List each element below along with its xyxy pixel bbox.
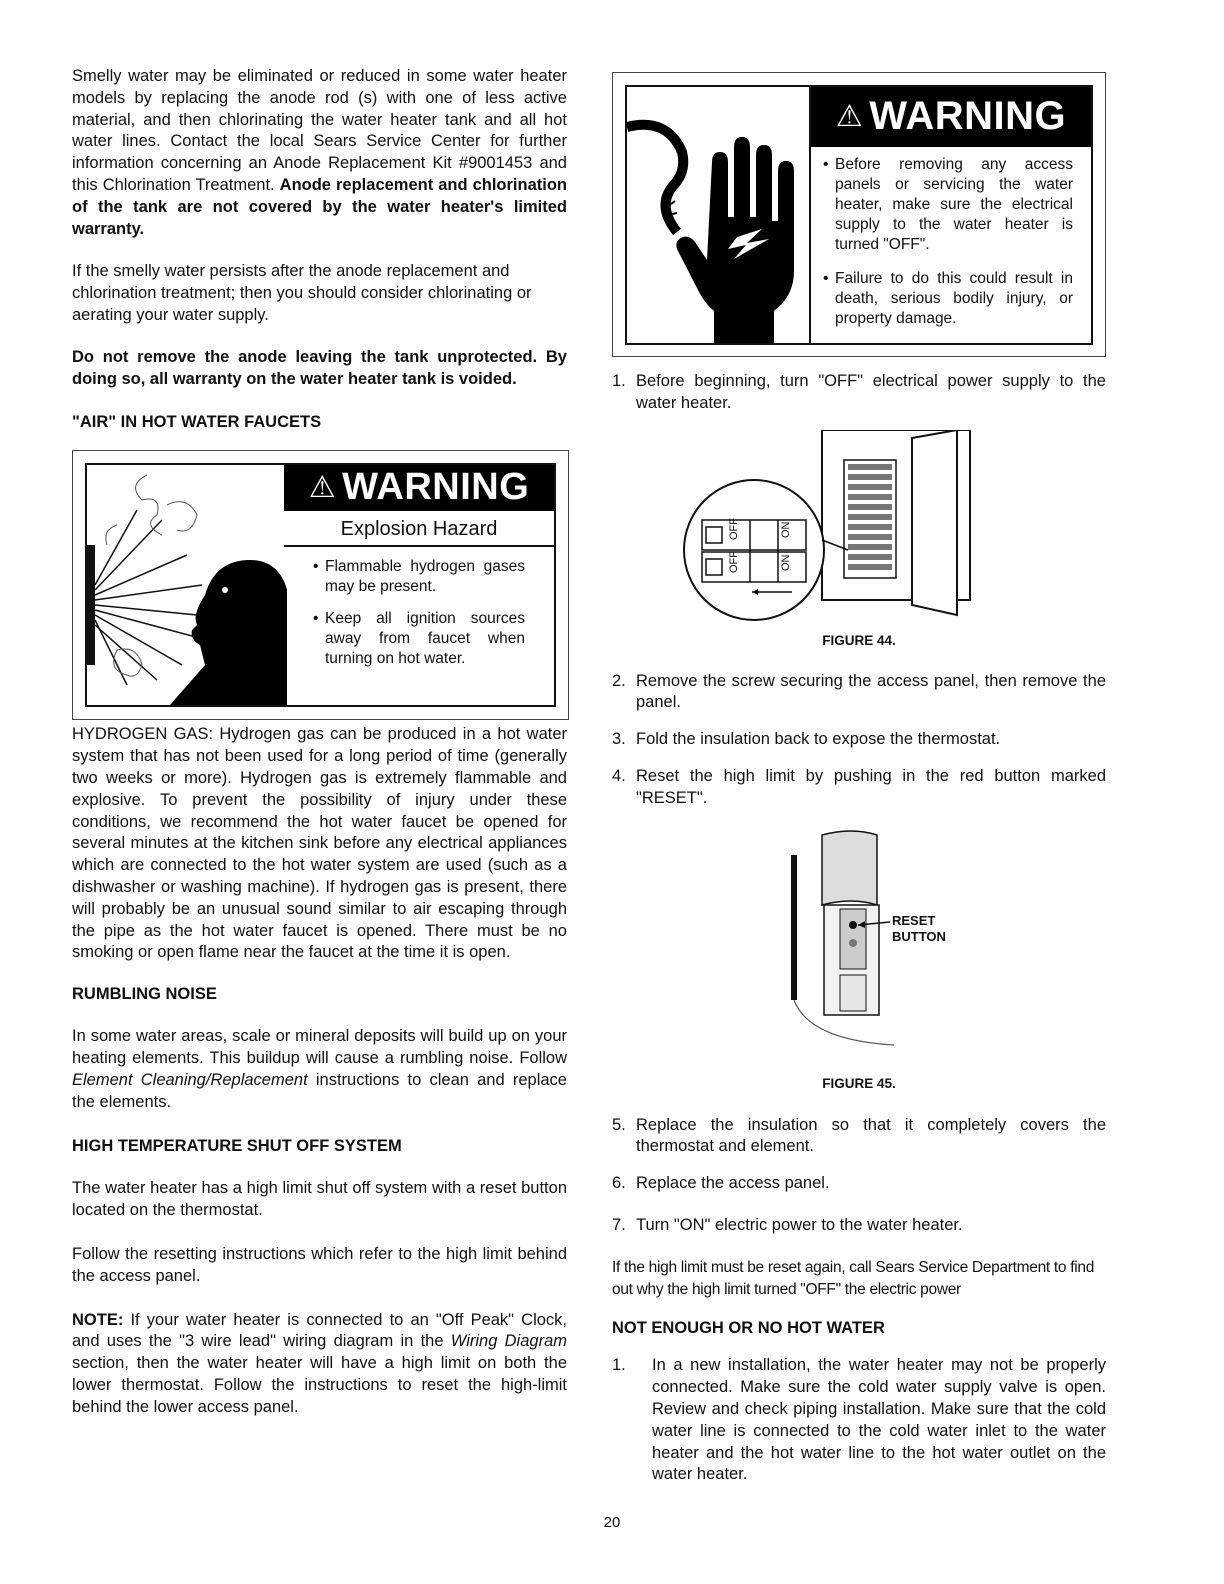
wiring-diagram-reference: Wiring Diagram xyxy=(450,1332,567,1351)
element-cleaning-reference: Element Cleaning/Replacement xyxy=(72,1070,308,1089)
section-heading-air: "AIR" IN HOT WATER FAUCETS xyxy=(72,413,322,432)
section-heading-high-temp: HIGH TEMPERATURE SHUT OFF SYSTEM xyxy=(72,1137,402,1156)
list-item: • Flammable hydrogen gases may be present. xyxy=(313,558,525,596)
list-item: • Before removing any access panels or servicing the water heater, make sure the electrical supply to the water heater is turned "OFF". xyxy=(823,156,1073,253)
not-enough-item-1: 1. In a new installation, the water heater may not be properly connected. Make sure the cold water supply valve is open. Review and check piping installation. Make sure that the cold water line is connected to the cold water inlet to the water heater and the hot water line to the hot water outlet on the water heater. xyxy=(612,1356,1106,1484)
step-6: 6. Replace the access panel. xyxy=(612,1174,830,1193)
warning-triangle-icon: ⚠ xyxy=(835,100,864,134)
explosion-hazard-subtitle: Explosion Hazard xyxy=(284,513,554,547)
breaker-panel-illustration xyxy=(612,430,1106,655)
step-7: 7. Turn "ON" electric power to the water heater. xyxy=(612,1215,963,1234)
warning-triangle-icon: ⚠ xyxy=(308,471,337,505)
explosion-person-icon xyxy=(87,465,287,705)
electric-shock-hand-icon xyxy=(627,87,807,343)
smelly-water-paragraph: If the smelly water persists after the anode replacement and chlorination treatment; then you should consider chlorinating or aerating your water supply. xyxy=(72,262,532,324)
explosion-warning-banner: ⚠ WARNING xyxy=(284,465,554,511)
figure-45 xyxy=(612,825,1106,1097)
breaker-off-label-bottom: OFF xyxy=(728,550,740,573)
rumbling-paragraph: In some water areas, scale or mineral deposits will build up on your heating elements. This buildup will cause a rumbling noise. Follow Element Cleaning/Replacement instructions to clean and replace the elements. xyxy=(72,1027,567,1111)
electrical-warning-frame xyxy=(625,85,1093,345)
figure-44 xyxy=(612,430,1106,655)
electrical-bullets xyxy=(823,155,1073,329)
step-2: 2. Remove the screw securing the access panel, then remove the panel. xyxy=(612,671,1106,712)
page-number: 20 xyxy=(603,1514,621,1531)
high-temp-paragraph-2: Follow the resetting instructions which refer to the high limit behind the access panel. xyxy=(72,1244,567,1285)
section-heading-rumbling: RUMBLING NOISE xyxy=(72,985,217,1004)
section-heading-not-enough: NOT ENOUGH OR NO HOT WATER xyxy=(612,1319,885,1338)
explosion-warning-frame xyxy=(85,463,556,707)
electrical-warning-banner: ⚠ WARNING xyxy=(811,87,1091,147)
figure-44-caption: FIGURE 44. xyxy=(822,632,896,648)
step-3: 3. Fold the insulation back to expose the thermostat. xyxy=(612,730,1001,749)
high-temp-paragraph-1: The water heater has a high limit shut off system with a reset button located on the thermostat. xyxy=(72,1179,567,1220)
breaker-off-label-top: OFF xyxy=(728,517,740,540)
hydrogen-gas-paragraph: HYDROGEN GAS: Hydrogen gas can be produced in a hot water system that has not been used for a long period of time (generally two weeks or more). Hydrogen gas is extremely flammable and explosive. To prevent the possibility of injury under these conditions, we recommend the hot water faucet be opened for several minutes at the kitchen sink before any electrical appliances which are connected to the hot water system are used (such as a dishwasher or washing machine). If hydrogen gas is present, there will probably be an unusual sound similar to air escaping through the pipe as the hot water faucet is opened. There must be no smoking or open flame near the faucet at the time it is open. xyxy=(72,725,567,962)
electrical-warning-box xyxy=(612,72,1106,357)
anode-paragraph: Smelly water may be eliminated or reduced in some water heater models by replacing the anode rod (s) with one of less active material, and then chlorinating the water heater tank and all hot water lines. Contact the local Sears Service Center for further information concerning an Anode Replacement Kit #9001453 and this Chlorination Treatment. Anode replacement and chlorination of the tank are not covered by the water heater's limited warranty. xyxy=(72,67,567,238)
explosion-warning-box xyxy=(72,450,569,720)
reset-label: RESET xyxy=(892,912,936,928)
right-column xyxy=(612,72,1106,1501)
breaker-on-label-bottom: ON xyxy=(780,554,792,571)
step-1: 1. Before beginning, turn "OFF" electrical power supply to the water heater. xyxy=(612,372,1106,412)
off-peak-note: NOTE: If your water heater is connected to an "Off Peak" Clock, and uses the "3 wire lead" wiring diagram in the Wiring Diagram section, then the water heater will have a high limit on both the lower thermostat. Follow the instructions to reset the high-limit behind the lower access panel. xyxy=(72,1310,567,1416)
anode-warning-paragraph: Do not remove the anode leaving the tank unprotected. By doing so, all warranty on the water heater tank is voided. xyxy=(72,347,567,388)
breaker-on-label-top: ON xyxy=(780,521,792,538)
explosion-bullets xyxy=(313,557,525,669)
step-5: 5. Replace the insulation so that it completely covers the thermostat and element. xyxy=(612,1115,1106,1156)
warranty-note: Anode replacement and chlorination of the tank are not covered by the water heater's limited warranty. xyxy=(72,175,567,238)
step-4: 4. Reset the high limit by pushing in the red button marked "RESET". xyxy=(612,766,1106,807)
left-column xyxy=(72,66,567,1438)
list-item: • Failure to do this could result in death, serious bodily injury, or property damage. xyxy=(823,270,1073,327)
button-label: BUTTON xyxy=(892,928,946,944)
thermostat-illustration xyxy=(612,825,1106,1097)
list-item: • Keep all ignition sources away from faucet when turning on hot water. xyxy=(313,610,525,668)
figure-45-caption: FIGURE 45. xyxy=(822,1075,896,1091)
reset-again-paragraph: If the high limit must be reset again, call Sears Service Department to find out why the high limit turned "OFF" the electric power xyxy=(612,1258,1095,1298)
